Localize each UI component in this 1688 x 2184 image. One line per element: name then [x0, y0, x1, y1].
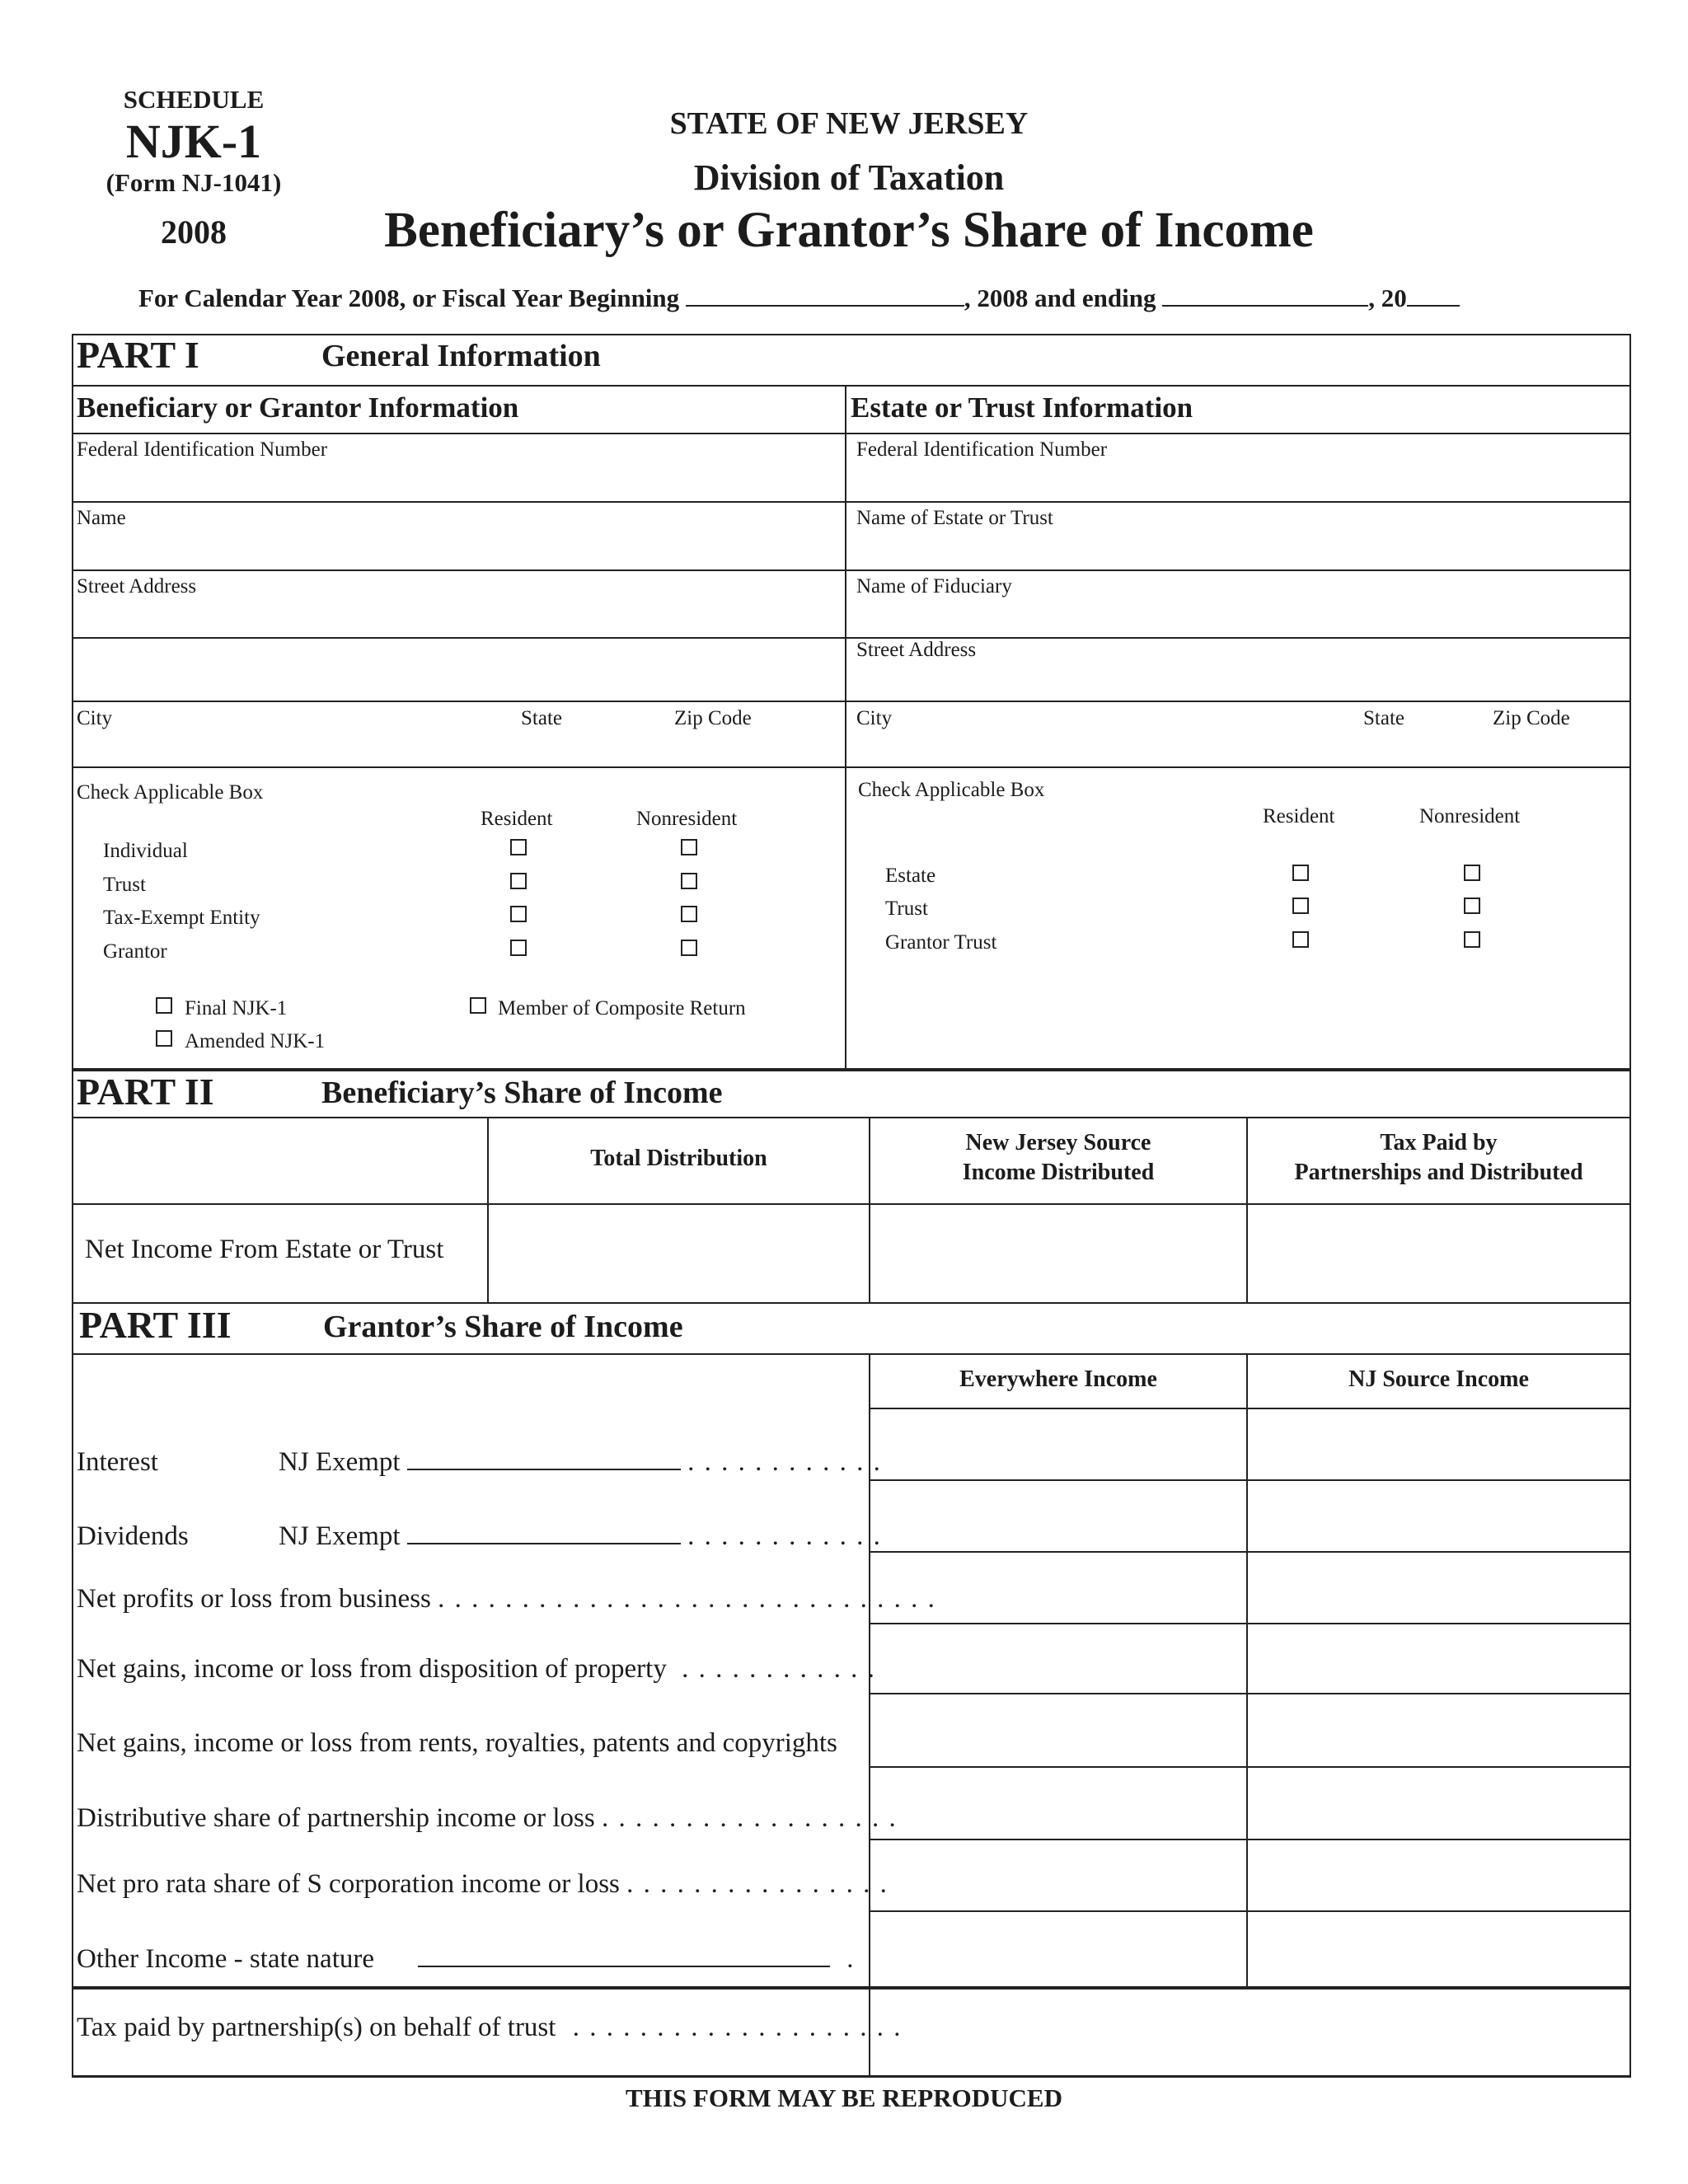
business-leader-dots: . . . . . . . . . . . . . . . . . . . . . . . . . . . . . .: [438, 1584, 936, 1614]
footer-notice: THIS FORM MAY BE REPRODUCED: [626, 2083, 1062, 2112]
tax-paid-header-line2: Partnerships and Distributed: [1294, 1160, 1583, 1185]
part3-label: PART III: [79, 1304, 232, 1346]
tax-paid-row: [77, 2013, 902, 2043]
form-id: NJK-1: [125, 115, 262, 168]
beneficiary-heading: Beneficiary or Grantor Information: [77, 391, 519, 424]
estate-state-field[interactable]: State: [1363, 707, 1404, 729]
nj-source-header-line1: New Jersey Source: [965, 1130, 1151, 1155]
estate-city-field[interactable]: City: [856, 707, 893, 729]
interest-nj-exempt-field[interactable]: [407, 1444, 681, 1470]
beneficiary-resident-header: Resident: [481, 808, 553, 830]
s-corp-leader-dots: . . . . . . . . . . . . . . . .: [626, 1869, 889, 1899]
partnership-label: Distributive share of partnership income or loss: [77, 1803, 595, 1833]
type-grantor-label: Grantor: [103, 940, 167, 963]
beneficiary-check-label: Check Applicable Box: [77, 781, 264, 804]
dividends-nj-input[interactable]: [1249, 1482, 1629, 1550]
nj-source-header-line2: Income Distributed: [962, 1160, 1155, 1185]
interest-everywhere-input[interactable]: [871, 1410, 1245, 1479]
other-income-everywhere-input[interactable]: [871, 1913, 1245, 1985]
beneficiary-street-line2-field[interactable]: [74, 640, 842, 699]
period-mid: , 2008 and ending: [964, 284, 1156, 312]
part2-label: PART II: [77, 1071, 214, 1113]
type-grantor-trust-label: Grantor Trust: [885, 931, 997, 954]
fiscal-end-year-field[interactable]: [1407, 280, 1460, 307]
final-njk1-label: Final NJK-1: [185, 997, 288, 1019]
tax-exempt-nonresident-checkbox[interactable]: [681, 906, 697, 922]
partnership-row: [77, 1803, 898, 1834]
nj-source-header: [870, 1128, 1246, 1188]
grantor-trust-resident-checkbox[interactable]: [1292, 931, 1309, 948]
composite-return-checkbox[interactable]: [470, 997, 486, 1014]
beneficiary-street-field[interactable]: Street Address: [77, 575, 197, 598]
partnership-nj-input[interactable]: [1249, 1769, 1629, 1838]
s-corp-label: Net pro rata share of S corporation income or loss: [77, 1869, 620, 1899]
estate-name-field[interactable]: Name of Estate or Trust: [856, 507, 1053, 529]
form-reference: (Form NJ-1041): [106, 168, 282, 197]
amended-njk1-checkbox[interactable]: [156, 1030, 172, 1047]
s-corp-everywhere-input[interactable]: [871, 1841, 1245, 1910]
type-trust-label: Trust: [103, 874, 146, 896]
trust-resident-checkbox[interactable]: [510, 873, 527, 889]
division-name: Division of Taxation: [693, 157, 1005, 198]
business-label: Net profits or loss from business: [77, 1584, 431, 1614]
part2-title: Beneficiary’s Share of Income: [321, 1076, 723, 1110]
estate-fed-id-field[interactable]: Federal Identification Number: [856, 438, 1108, 461]
other-income-description-field[interactable]: [418, 1941, 830, 1967]
estate-street-field[interactable]: Street Address: [856, 639, 977, 661]
tax-paid-trust-label: Tax paid by partnership(s) on behalf of trust: [77, 2013, 556, 2042]
period-prefix: For Calendar Year 2008, or Fiscal Year Beginning: [138, 284, 680, 312]
estate-resident-checkbox[interactable]: [1292, 865, 1309, 881]
estate-heading: Estate or Trust Information: [851, 391, 1193, 424]
interest-leader-dots: . . . . . . . . . . . .: [687, 1447, 882, 1477]
rents-nj-input[interactable]: [1249, 1695, 1629, 1765]
estate-check-label: Check Applicable Box: [858, 779, 1045, 801]
tax-paid-header: [1248, 1128, 1629, 1188]
other-income-label: Other Income - state nature: [77, 1944, 375, 1974]
estate-trust-nonresident-checkbox[interactable]: [1464, 898, 1480, 914]
nj-source-input[interactable]: [871, 1206, 1245, 1301]
beneficiary-nonresident-header: Nonresident: [636, 808, 738, 830]
dividends-leader-dots: . . . . . . . . . . . .: [687, 1521, 882, 1551]
business-everywhere-input[interactable]: [871, 1554, 1245, 1622]
property-leader-dots: . . . . . . . . . . . .: [682, 1654, 876, 1684]
total-distribution-header: Total Distribution: [590, 1146, 767, 1171]
grantor-trust-nonresident-checkbox[interactable]: [1464, 931, 1480, 948]
final-njk1-checkbox[interactable]: [156, 997, 172, 1014]
beneficiary-state-field[interactable]: State: [521, 707, 562, 729]
tax-paid-header-line1: Tax Paid by: [1380, 1130, 1498, 1155]
business-row: [77, 1584, 936, 1615]
everywhere-income-header: Everywhere Income: [959, 1366, 1157, 1392]
total-distribution-input[interactable]: [490, 1206, 868, 1301]
schedule-label: SCHEDULE: [123, 85, 265, 114]
business-nj-input[interactable]: [1249, 1554, 1629, 1622]
part1-title: General Information: [321, 339, 601, 373]
composite-return-label: Member of Composite Return: [498, 997, 746, 1019]
s-corp-nj-input[interactable]: [1249, 1841, 1629, 1910]
rents-row: [77, 1728, 837, 1759]
interest-label: Interest: [77, 1447, 158, 1477]
rents-everywhere-input[interactable]: [871, 1695, 1245, 1765]
other-income-nj-input[interactable]: [1249, 1913, 1629, 1985]
property-nj-input[interactable]: [1249, 1625, 1629, 1692]
interest-nj-input[interactable]: [1249, 1410, 1629, 1479]
form-year: 2008: [161, 213, 227, 251]
type-tax-exempt-label: Tax-Exempt Entity: [103, 907, 260, 929]
estate-zip-field[interactable]: Zip Code: [1493, 707, 1570, 729]
net-income-label: Net Income From Estate or Trust: [85, 1235, 444, 1264]
grantor-nonresident-checkbox[interactable]: [681, 940, 697, 956]
type-estate-trust-label: Trust: [885, 898, 928, 920]
state-name: STATE OF NEW JERSEY: [669, 106, 1029, 141]
estate-nonresident-header: Nonresident: [1419, 805, 1521, 827]
tax-paid-trust-input[interactable]: [871, 1990, 1629, 2074]
fiscal-end-field[interactable]: [1162, 280, 1368, 307]
type-individual-label: Individual: [103, 840, 188, 862]
tax-paid-leader-dots: . . . . . . . . . . . . . . . . . . . .: [572, 2013, 903, 2042]
property-row: [77, 1654, 876, 1685]
dividends-everywhere-input[interactable]: [871, 1482, 1245, 1550]
property-everywhere-input[interactable]: [871, 1625, 1245, 1692]
fiscal-begin-field[interactable]: [686, 280, 964, 307]
interest-row: [77, 1444, 882, 1478]
tax-exempt-resident-checkbox[interactable]: [510, 906, 527, 922]
individual-resident-checkbox[interactable]: [510, 839, 527, 855]
trust-nonresident-checkbox[interactable]: [681, 873, 697, 889]
part1-label: PART I: [77, 334, 199, 376]
part3-title: Grantor’s Share of Income: [323, 1310, 683, 1344]
beneficiary-name-field[interactable]: Name: [77, 507, 126, 529]
s-corp-row: [77, 1869, 889, 1900]
page-title: Beneficiary’s or Grantor’s Share of Income: [384, 203, 1314, 258]
period-end: , 20: [1368, 284, 1407, 312]
estate-nonresident-checkbox[interactable]: [1464, 865, 1480, 881]
estate-trust-resident-checkbox[interactable]: [1292, 898, 1309, 914]
dividends-label: Dividends: [77, 1521, 189, 1551]
other-income-leader-dot: .: [846, 1944, 856, 1974]
individual-nonresident-checkbox[interactable]: [681, 839, 697, 855]
beneficiary-city-field[interactable]: City: [77, 707, 113, 729]
amended-njk1-label: Amended NJK-1: [185, 1030, 326, 1052]
partnership-leader-dots: . . . . . . . . . . . . . . . . . .: [601, 1803, 898, 1833]
nj-source-income-header: NJ Source Income: [1348, 1366, 1529, 1392]
dividends-nj-exempt-label: NJ Exempt: [279, 1521, 401, 1551]
rents-label: Net gains, income or loss from rents, royalties, patents and copyrights: [77, 1728, 837, 1758]
tax-paid-input[interactable]: [1249, 1206, 1629, 1301]
dividends-nj-exempt-field[interactable]: [407, 1518, 681, 1544]
type-estate-label: Estate: [885, 865, 936, 887]
dividends-row: [77, 1518, 882, 1552]
other-income-row: [77, 1941, 856, 1975]
partnership-everywhere-input[interactable]: [871, 1769, 1245, 1838]
beneficiary-zip-field[interactable]: Zip Code: [674, 707, 752, 729]
estate-resident-header: Resident: [1263, 805, 1335, 827]
fiduciary-name-field[interactable]: Name of Fiduciary: [856, 575, 1012, 598]
interest-nj-exempt-label: NJ Exempt: [279, 1447, 401, 1477]
fiscal-year-line: [138, 280, 1460, 313]
grantor-resident-checkbox[interactable]: [510, 940, 527, 956]
property-label: Net gains, income or loss from disposition of property: [77, 1654, 667, 1684]
beneficiary-fed-id-field[interactable]: Federal Identification Number: [77, 438, 328, 461]
